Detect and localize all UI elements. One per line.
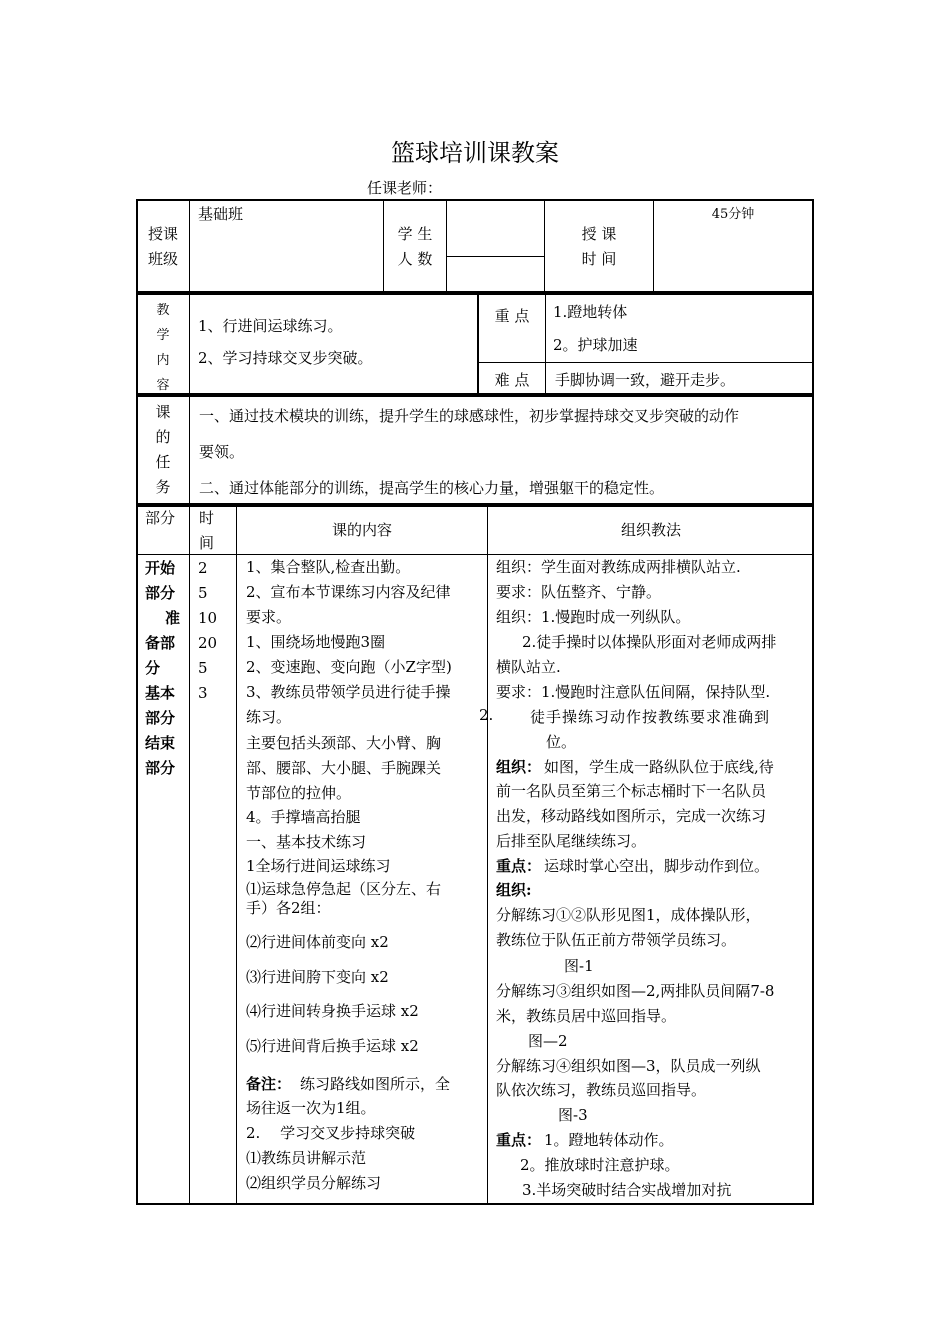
task-section-label: 课 的 任 务 [155,403,171,496]
difficulty-text: 手脚协调一致，避开走步。 [555,371,736,389]
class-label: 授课 [147,225,178,243]
content-section-label: 教 学 内 容 [156,303,170,393]
column-header-time: 时 间 [199,509,215,552]
content-items: 1、行进间运球练习。 2、学习持球交叉步突破。 [198,317,373,367]
figure-1-caption: 图-1 [564,957,594,975]
figure-3-caption: 图-3 [558,1106,588,1124]
students-label: 学 生 [397,225,433,243]
teacher-label: 任课老师： [367,179,443,197]
column-header-part: 部分 [145,509,176,527]
time-label: 授 课 [581,225,617,243]
page-title: 篮球培训课教案 [391,139,559,167]
figure-2-caption: 图—2 [528,1032,568,1050]
key-label: 重 点 [494,307,530,325]
task-text: 一、通过技术模块的训练，提升学生的球感球性，初步掌握持球交叉步突破的动作 要领。 二、通过体能部分的训练，提高学生的核心力量，增强躯干的稳定性。 [199,407,740,497]
column-header-method: 组织教法 [620,521,681,539]
time-value: 45分钟 [711,207,755,222]
column-header-content: 课的内容 [331,521,392,539]
difficulty-label: 难 点 [494,371,530,389]
key-points: 1.蹬地转体 2。护球加速 [553,303,638,354]
parts-column: 开始 部分 准 备部 分 基本 部分 结束 部分 [145,559,181,777]
class-value: 基础班 [198,205,244,223]
times-column: 2 5 10 20 5 3 [198,559,218,702]
